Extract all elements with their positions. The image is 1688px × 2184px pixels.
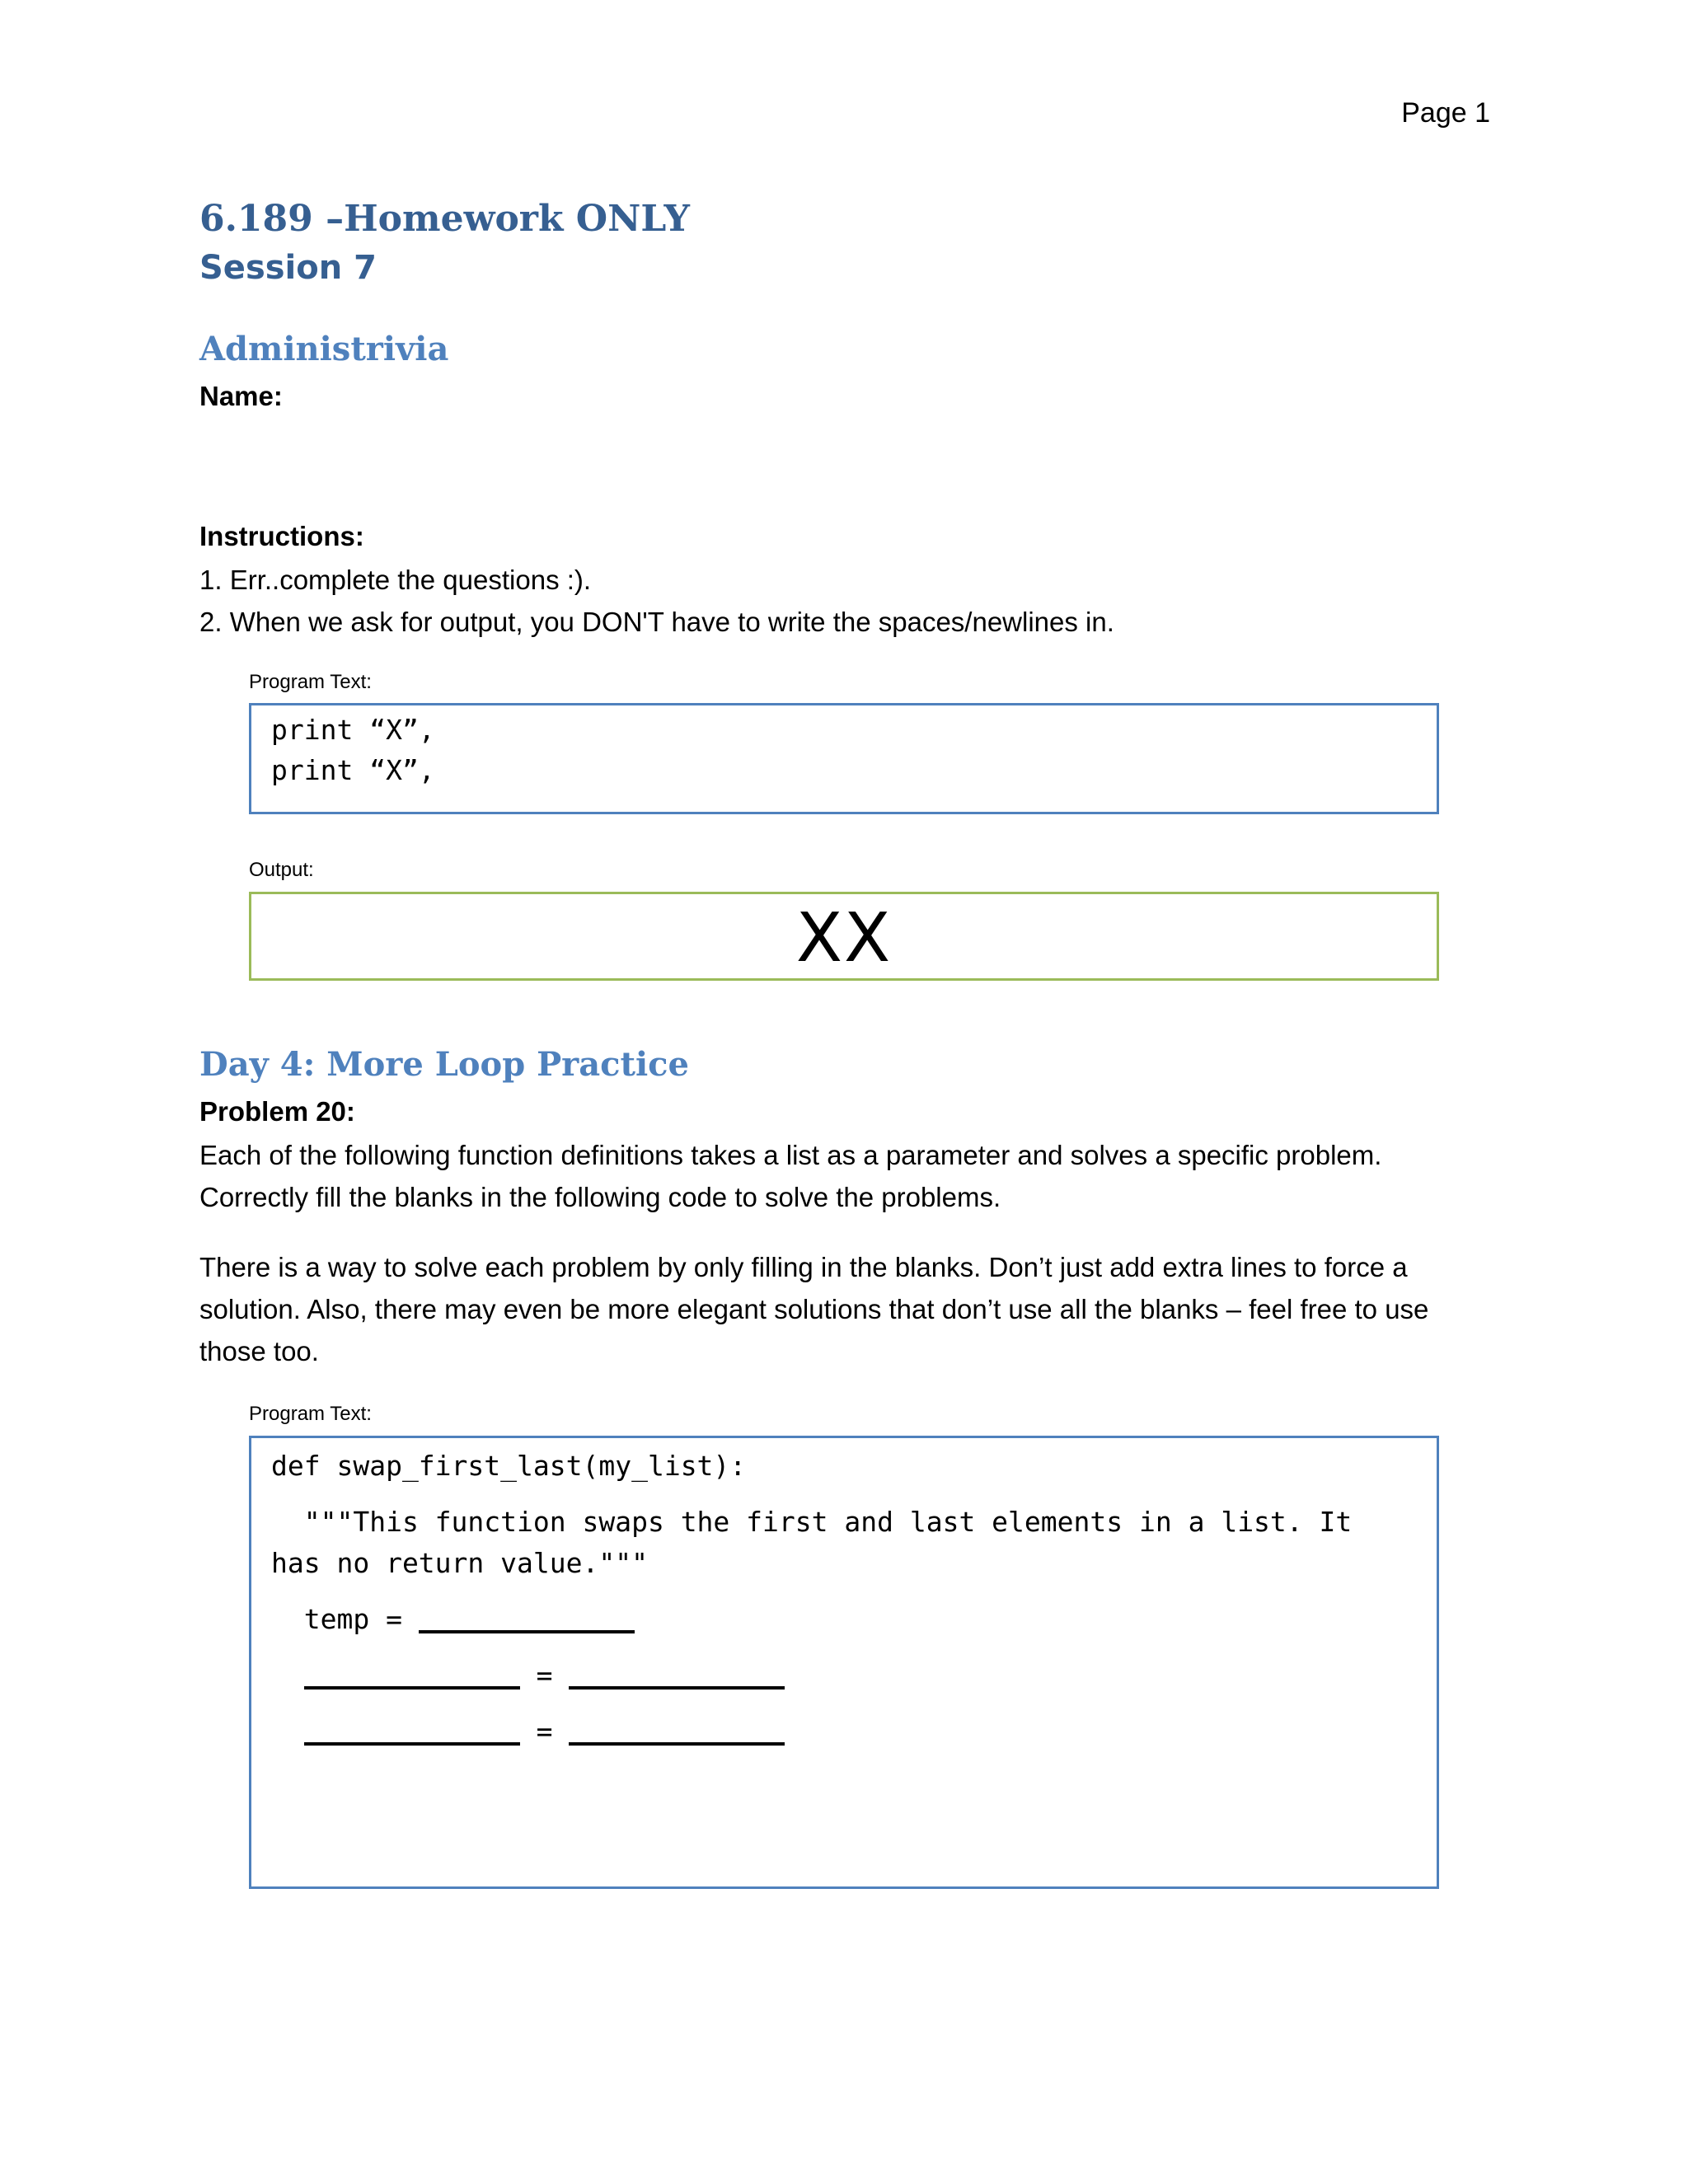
example-program-box xyxy=(249,703,1439,814)
page-number: Page 1 xyxy=(1401,97,1490,129)
output-caption: Output: xyxy=(249,859,314,881)
fill-blank[interactable] xyxy=(419,1630,635,1633)
code-line: print “X”, xyxy=(271,754,435,786)
code-assign-line xyxy=(271,1715,785,1747)
program-text-caption: Program Text: xyxy=(249,671,372,693)
paragraph-line: Each of the following function definitions takes a list as a parameter and solves a specific problem. xyxy=(199,1140,1382,1170)
example-output-box xyxy=(249,892,1439,981)
instructions-list xyxy=(199,559,1502,643)
instructions-label: Instructions: xyxy=(199,521,364,551)
day4-heading: Day 4: More Loop Practice xyxy=(199,1045,689,1084)
paragraph-line: Correctly fill the blanks in the following code to solve the problems. xyxy=(199,1182,1001,1212)
code-docstring-line: """This function swaps the first and last elements in a list. It xyxy=(271,1506,1353,1538)
program-text-caption: Program Text: xyxy=(249,1403,372,1425)
code-assign-line xyxy=(271,1659,785,1691)
fill-blank[interactable] xyxy=(304,1686,520,1690)
administrivia-heading: Administrivia xyxy=(199,330,449,368)
fill-blank[interactable] xyxy=(569,1742,785,1746)
problem-label: Problem 20: xyxy=(199,1096,355,1127)
handwritten-output: XX xyxy=(795,899,893,977)
problem-description xyxy=(199,1134,1502,1218)
document-subtitle: Session 7 xyxy=(199,249,377,287)
document-title: 6.189 –Homework ONLY xyxy=(199,198,690,240)
fill-blank[interactable] xyxy=(304,1742,520,1746)
paragraph-line: There is a way to solve each problem by only filling in the blanks. Don’t just add extra lines to force a xyxy=(199,1252,1408,1282)
fill-blank[interactable] xyxy=(569,1686,785,1690)
code-def-line: def swap_first_last(my_list): xyxy=(271,1450,747,1482)
problem-program-box xyxy=(249,1436,1439,1889)
problem-note xyxy=(199,1246,1502,1372)
temp-label: temp = xyxy=(271,1603,419,1635)
instruction-item: 1. Err..complete the questions :). xyxy=(199,565,592,595)
equals-sign: = xyxy=(519,1715,570,1747)
instruction-item: 2. When we ask for output, you DON'T have to write the spaces/newlines in. xyxy=(199,607,1114,637)
paragraph-line: those too. xyxy=(199,1336,319,1366)
code-docstring-line: has no return value.""" xyxy=(271,1547,648,1579)
equals-sign: = xyxy=(519,1659,570,1691)
code-temp-line xyxy=(271,1603,635,1635)
name-label: Name: xyxy=(199,381,283,411)
paragraph-line: solution. Also, there may even be more elegant solutions that don’t use all the blanks – feel free to use xyxy=(199,1294,1429,1324)
code-line: print “X”, xyxy=(271,714,435,746)
